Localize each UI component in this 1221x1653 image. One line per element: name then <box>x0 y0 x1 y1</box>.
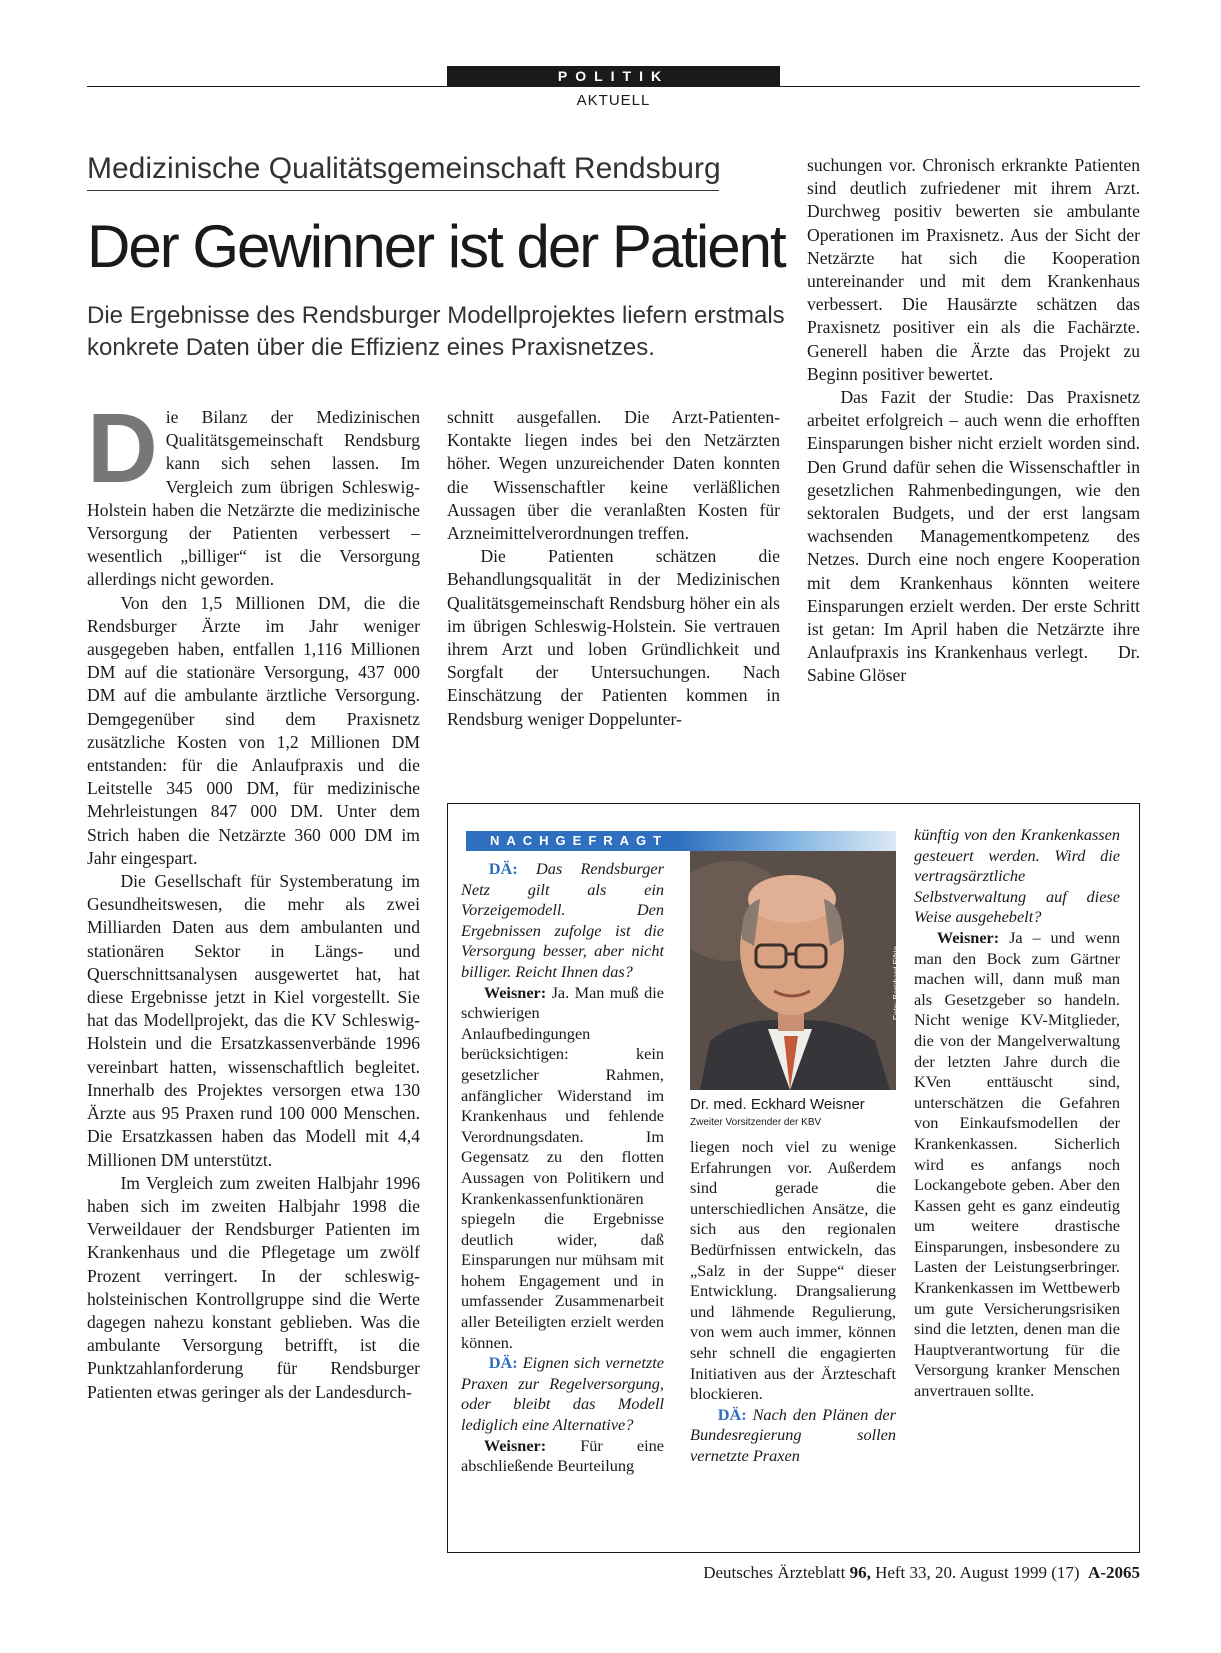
article-column-3 <box>807 154 1140 688</box>
article-author: Dr. Sabine Glöser <box>807 642 1140 686</box>
interview-answer: Weisner: Für eine abschließende Beurteilung <box>461 1435 664 1476</box>
article-paragraph: Die Gesellschaft für Systemberatung im Gesundheitswesen, die mehr als zwei Milliarden Daten aus dem ambulanten und stationären Sektor in Längs- und Querschnittsanalysen ausgewertet hat, hat diese Ergebnisse jetzt in Kiel vorgestellt. Sie hat das Modellprojekt, das die KV Schleswig-Holstein und die Ersatzkassenverbände 1996 vereinbart hatten, wissenschaftlich begleitet. Innerhalb des Projektes versorgen etwa 130 Ärzte aus 95 Praxen rund 100 000 Menschen. Die Ersatzkassen haben das Modell mit 4,4 Millionen DM unterstützt. <box>87 871 420 1170</box>
interview-question: DÄ: Nach den Plänen der Bundesregierung sollen vernetzte Praxen <box>690 1404 896 1465</box>
interview-question: DÄ: Eignen sich vernetzte Praxen zur Regelversorgung, oder bleibt das Modell lediglich eine Alternative? <box>461 1353 665 1435</box>
drop-cap: D <box>87 393 158 503</box>
interview-answer: liegen noch viel zu wenige Erfahrungen vor. Außerdem sind gerade die unterschiedlichen Ansätze, die sich aus den regionalen Bedürfnissen entwickeln, das „Salz in der Suppe“ dieser Entwicklung. Drangsalierung und lähmende Regulierung, von wem auch immer, können sehr schnell die engagierten Initiativen aus der Ärzteschaft blockieren. <box>690 1137 896 1404</box>
article-paragraph: Die Patienten schätzen die Behandlungsqualität in der Medizinischen Qualitätsgemeinschaft Rendsburg höher ein als im übrigen Schleswig-Holstein. Sie vertrauen ihrem Arzt und loben Gründlichkeit und Sorgfalt der Untersuchungen. Nach Einschätzung der Patienten kommen in Rendsburg weniger Doppelunter- <box>447 546 780 729</box>
interview-answer: Weisner: Ja. Man muß die schwierigen Anlaufbedingungen berücksichtigen: kein gesetzlicher Rahmen, anfänglicher Widerstand im Krankenhaus und fehlende Verordnungsdaten. Im Gegensatz zu den flotten Aussagen von Politikern und Krankenkassenfunktionären spiegeln die Ergebnisse deutlich wider, daß Einsparungen nur mühsam mit hohem Engagement und in umfassender Zusammenarbeit aller Beteiligten erzielt werden können. <box>461 982 664 1352</box>
photo-caption-role: Zweiter Vorsitzender der KBV <box>690 1117 822 1128</box>
article-paragraph: Von den 1,5 Millionen DM, die die Rendsburger Ärzte im Jahr weniger ausgegeben haben, entfallen 1,116 Millionen DM auf die stationäre Versorgung, 437 000 DM auf die ambulante ärztliche Versorgung. Demgegenüber sind dem Praxisnetz zusätzliche Kosten von 1,2 Millionen DM entstanden: für die Anlaufpraxis und die Leitstelle 345 000 DM, für medizinische Mehrleistungen 847 000 DM. Unter dem Strich haben die Netzärzte 360 000 DM im Jahr eingespart. <box>87 592 420 868</box>
section-rubric: POLITIK <box>447 66 780 86</box>
journal-volume: 96, <box>849 1563 871 1582</box>
article-kicker: Medizinische Qualitätsgemeinschaft Rendsburg <box>87 152 719 191</box>
interview-column-2 <box>690 1137 896 1467</box>
article-paragraph: Die Bilanz der Medizinischen Qualitätsgemeinschaft Rendsburg kann sich sehen lassen. Im Vergleich zum übrigen Schleswig-Holstein haben die Netzärzte die medizinische Versorgung der Patienten verbessert – wesentlich „billiger“ ist die Versorgung allerdings nicht geworden. <box>87 393 420 590</box>
interview-label: NACHGEFRAGT <box>466 831 678 851</box>
section-subrubric: AKTUELL <box>576 92 651 109</box>
article-lead: Die Ergebnisse des Rendsburger Modellprojektes liefern erstmals konkrete Daten über die Effizienz eines Praxisnetzes. <box>87 302 785 361</box>
article-paragraph: suchungen vor. Chronisch erkrankte Patienten sind deutlich zufriedener mit ihrem Arzt. Durchweg positiv bewerten sie ambulante Operationen im Praxisnetz. Aus der Sicht der Netzärzte hat sich die Kooperation untereinander und mit dem Krankenhaus verbessert. Die Hausärzte schätzen das Praxisnetz positiver ein als die Fachärzte. Generell haben die Ärzte das Projekt zu Beginn positiver bewertet. <box>807 155 1140 384</box>
article-headline: Der Gewinner ist der Patient <box>87 213 785 280</box>
header-rule <box>87 86 1140 87</box>
portrait-illustration <box>690 851 896 1090</box>
photo-caption-name: Dr. med. Eckhard Weisner <box>690 1096 865 1113</box>
photo-credit: Foto: Bernhard Eifrig <box>892 946 901 1020</box>
page-footer <box>615 1563 1140 1583</box>
page-number: A-2065 <box>1088 1563 1140 1582</box>
journal-issue: Heft 33, 20. August 1999 (17) <box>875 1563 1080 1582</box>
interview-column-1 <box>461 859 664 1477</box>
interview-answer: Weisner: Ja – und wenn man den Bock zum Gärtner machen will, dann muß man als Gesetzgeber so handeln. Nicht wenige KV-Mitglieder, die von der Mangelverwaltung der letzten Jahre durch die KVen enttäuscht sind, unterschätzen die Gefahren von Einkaufsmodellen der Krankenkassen. Sicherlich wird es anfangs noch Lockangebote geben. Aber den Kassen geht es ganz eindeutig um weitere drastische Einsparungen, insbesondere zu Lasten der Leistungserbringer. Krankenkassen im Wettbewerb um gute Versicherungsrisiken sind die letzten, denen man die Hauptverantwortung für die Versorgung kranker Menschen anvertrauen sollte. <box>914 927 1120 1401</box>
journal-name: Deutsches Ärzteblatt <box>703 1563 846 1582</box>
article-paragraph: Das Fazit der Studie: Das Praxisnetz arbeitet erfolgreich – auch wenn die erhofften Einsparungen bisher nicht erzielt worden sind. Den Grund dafür sehen die Wissenschaftler in gesetzlichen Rahmenbedingungen, wie den sektoralen Budgets, und der erst langsam wachsenden Managementkompetenz des Netzes. Durch eine noch engere Kooperation mit dem Krankenhaus könnten weitere Einsparungen erzielt werden. Der erste Schritt ist getan: Im April haben die Netzärzte ihre Anlaufpraxis ins Krankenhaus verlegt. Dr. Sabine Glöser <box>807 387 1140 686</box>
article-column-1 <box>87 393 420 1404</box>
interview-label-gradient <box>678 831 896 851</box>
article-paragraph: schnitt ausgefallen. Die Arzt-Patienten-Kontakte liegen indes bei den Netzärzten höher. Wegen unzureichender Daten konnten die Wissenschaftler keine verläßlichen Aussagen über die veranlaßten Kosten für Arzneimittelverordnungen treffen. <box>447 407 780 544</box>
interview-column-3 <box>914 825 1120 1402</box>
article-column-2 <box>447 406 780 731</box>
interview-question: DÄ: Das Rendsburger Netz gilt als ein Vorzeigemodell. Den Ergebnissen zufolge ist die Versorgung besser, aber nicht billiger. Reicht Ihnen das? <box>461 859 664 981</box>
portrait-photo <box>690 851 896 1090</box>
article-paragraph: Im Vergleich zum zweiten Halbjahr 1996 haben sich im zweiten Halbjahr 1998 die Verweildauer der Rendsburger Patienten im Krankenhaus und die Pflegetage um zwölf Prozent verringert. In der schleswig-holsteinischen Kontrollgruppe sind die Werte dagegen nahezu konstant geblieben. Was die ambulante Versorgung betrifft, ist die Punktzahlanforderung für Rendsburger Patienten etwas geringer als der Landesdurch- <box>87 1172 420 1402</box>
interview-question: künftig von den Krankenkassen gesteuert werden. Wird die vertragsärztliche Selbstverwaltung auf diese Weise ausgehebelt? <box>914 825 1120 927</box>
